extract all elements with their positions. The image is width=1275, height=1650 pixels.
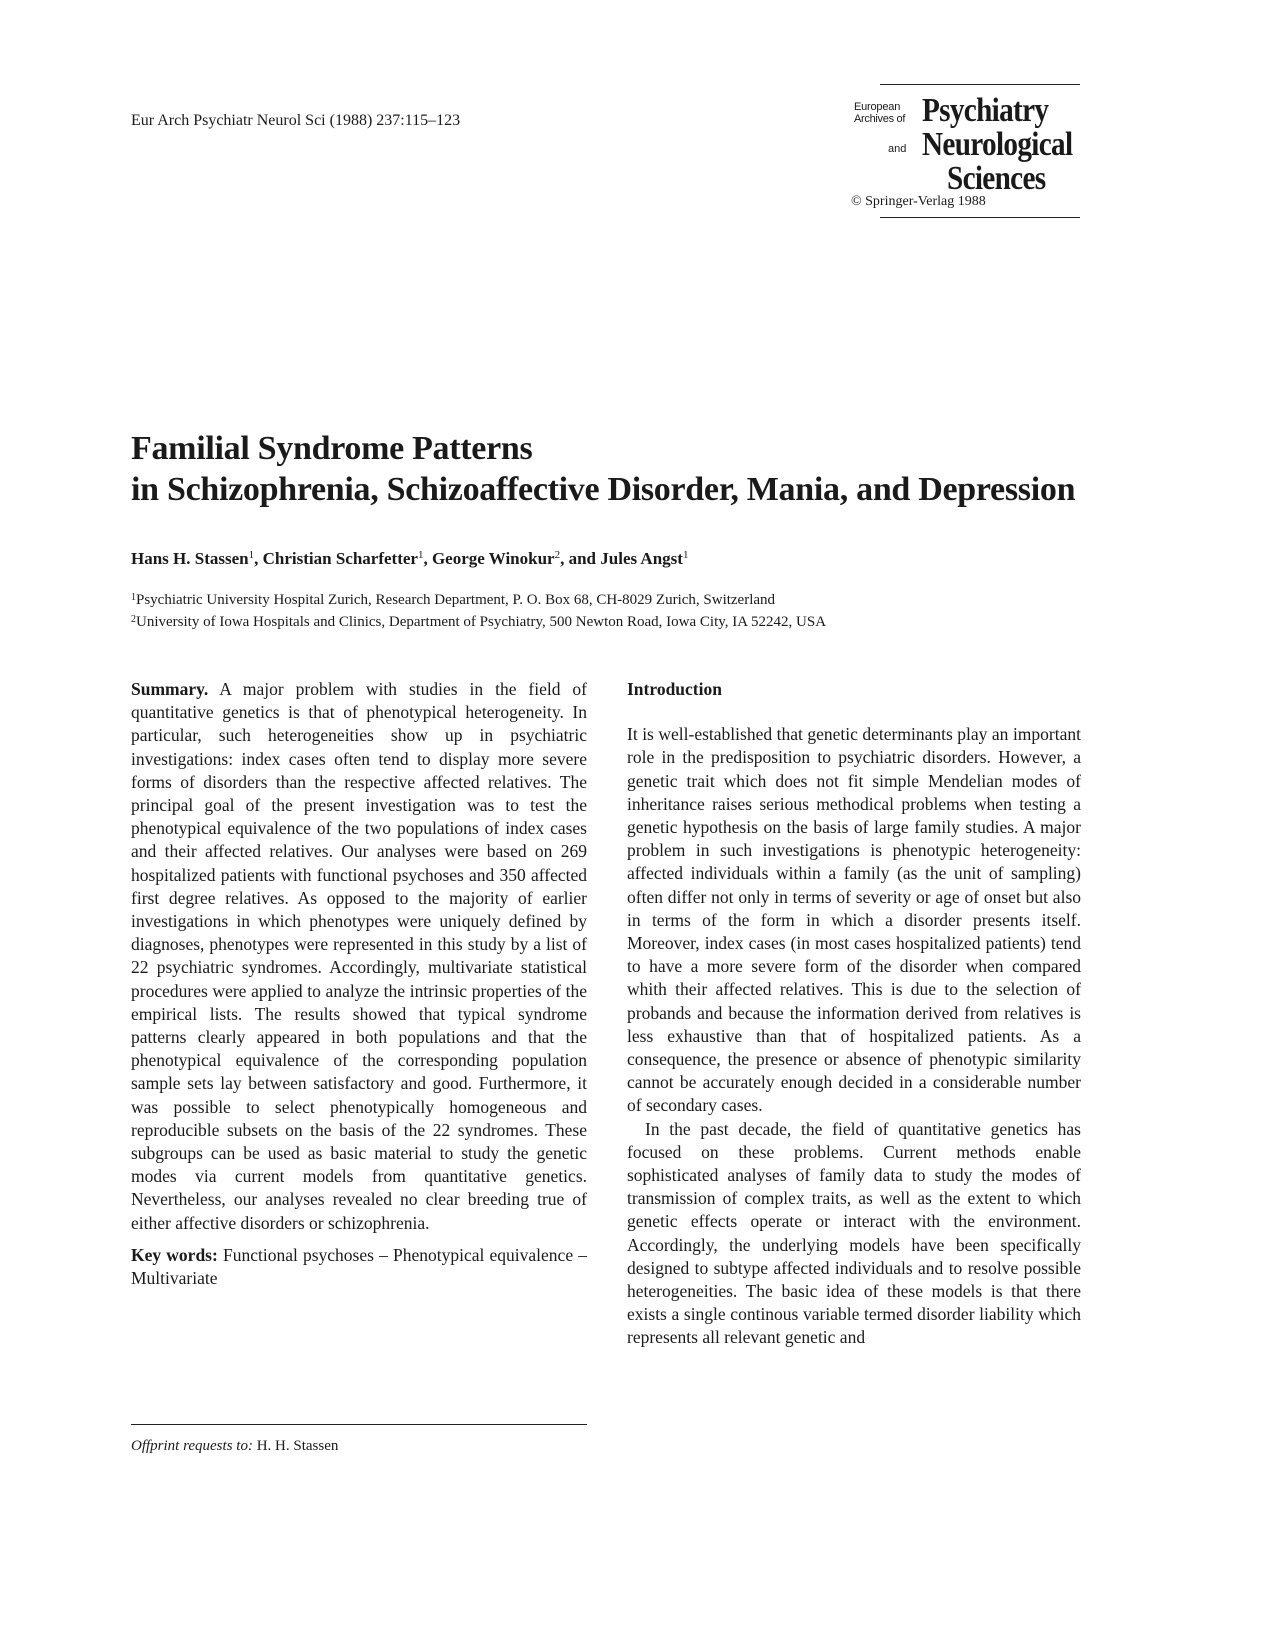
author-separator: , and bbox=[560, 549, 601, 568]
affiliations bbox=[131, 588, 826, 632]
author-affiliation-mark: 1 bbox=[248, 549, 255, 561]
paper-title-line-1: Familial Syndrome Patterns bbox=[131, 430, 533, 467]
paper-title-line-2: in Schizophrenia, Schizoaffective Disorder, Mania, and Depression bbox=[131, 471, 1076, 508]
footnote-divider bbox=[131, 1424, 587, 1425]
journal-citation: Eur Arch Psychiatr Neurol Sci (1988) 237:115–123 bbox=[131, 112, 461, 129]
journal-word-neurological: Neurological bbox=[922, 126, 1073, 163]
author-name: George Winokur bbox=[431, 549, 555, 568]
author-affiliation-mark: 2 bbox=[554, 549, 561, 561]
journal-word-european: European bbox=[854, 101, 901, 113]
affiliation-text: University of Iowa Hospitals and Clinics, Department of Psychiatry, 500 Newton Road, Iowa City, IA 52242, USA bbox=[136, 614, 827, 630]
offprint-text: H. H. Stassen bbox=[252, 1438, 339, 1454]
keywords-paragraph bbox=[131, 1244, 587, 1290]
author-affiliation-mark: 1 bbox=[682, 549, 689, 561]
author-name: Jules Angst bbox=[600, 549, 683, 568]
offprint-label: Offprint requests to: bbox=[131, 1438, 253, 1454]
paper-title bbox=[131, 428, 1131, 510]
journal-bottom-rule bbox=[880, 217, 1080, 218]
affiliation-mark: 1 bbox=[131, 592, 136, 603]
summary-label: Summary. bbox=[131, 679, 209, 699]
author-affiliation-mark: 1 bbox=[417, 549, 424, 561]
journal-word-sciences: Sciences bbox=[947, 160, 1046, 197]
affiliation-mark: 2 bbox=[131, 614, 136, 625]
author-list bbox=[131, 549, 688, 569]
affiliation-line bbox=[131, 588, 826, 610]
offprint-note bbox=[131, 1438, 338, 1455]
author-separator: , bbox=[254, 549, 263, 568]
summary-text: A major problem with studies in the field of quantitative genetics is that of phenotypical heterogeneity. In particular, such heterogeneities show up in psychiatric investigations: index cases often tend to display more severe forms of disorders than the respective affected relatives. The principal goal of the present investigation was to test the phenotypical equivalence of the two populations of index cases and their affected relatives. Our analyses were based on 269 hospitalized patients with functional psychoses and 350 affected first degree relatives. As opposed to the majority of earlier investigations in which phenotypes were uniquely defined by diagnoses, phenotypes were represented in this study by a list of 22 psychiatric syndromes. Accordingly, multivariate statistical procedures were applied to analyze the intrinsic properties of the empirical lists. The results showed that typical syndrome patterns clearly appeared in both populations and that the phenotypical equivalence of the corresponding population sample sets lay between satisfactory and good. Furthermore, it was possible to select phenotypically homogeneous and reproducible subsets on the basis of the 22 syndromes. These subgroups can be used as basic material to study the genetic modes via current models from quantitative genetics. Nevertheless, our analyses revealed no clear breeding true of either affective disorders or schizophrenia. bbox=[131, 679, 587, 1233]
author-name: Hans H. Stassen bbox=[131, 549, 249, 568]
keywords-text: Functional psychoses – Phenotypical equivalence – Multivariate bbox=[131, 1244, 587, 1289]
author-name: Christian Scharfetter bbox=[262, 549, 418, 568]
keywords-label: Key words: bbox=[131, 1244, 218, 1265]
introduction-paragraph-2: In the past decade, the field of quantitative genetics has focused on these problems. Current methods enable sophisticated analyses of family data to study the modes of transmission of complex traits, as well as the extent to which genetic effects operate or interact with the environment. Accordingly, the underlying models have been specifically designed to subtype affected individuals and to resolve possible heterogeneities. The basic idea of these models is that there exists a single continous variable termed disorder liability which represents all relevant genetic and bbox=[627, 1118, 1081, 1348]
introduction-heading: Introduction bbox=[627, 679, 722, 699]
journal-word-psychiatry: Psychiatry bbox=[922, 92, 1049, 129]
right-column bbox=[627, 678, 1081, 1350]
journal-word-archives-of: Archives of bbox=[854, 113, 906, 125]
journal-word-and: and bbox=[888, 143, 907, 155]
left-column bbox=[131, 678, 587, 1290]
summary-paragraph bbox=[131, 678, 587, 1235]
affiliation-text: Psychiatric University Hospital Zurich, Research Department, P. O. Box 68, CH-8029 Zurich, Switzerland bbox=[136, 592, 776, 608]
author-separator: , bbox=[423, 549, 432, 568]
affiliation-line bbox=[131, 610, 826, 632]
journal-copyright: © Springer-Verlag 1988 bbox=[851, 194, 986, 209]
introduction-paragraph-1: It is well-established that genetic determinants play an important role in the predisposition to psychiatric disorders. However, a genetic trait which does not fit simple Mendelian modes of inheritance raises serious methodical problems when testing a genetic hypothesis on the basis of large family studies. A major problem in such investigations is phenotypic heterogeneity: affected individuals within a family (as the unit of sampling) often differ not only in terms of severity or age of onset but also in terms of the form in which a disorder presents itself. Moreover, index cases (in most cases hospitalized patients) tend to have a more severe form of the disorder when compared whith their affected relatives. This is due to the selection of probands and because the information derived from relatives is less exhaustive than that of hospitalized patients. As a consequence, the presence or absence of phenotypic similarity cannot be accurately enough decided in a considerable number of secondary cases. bbox=[627, 724, 1081, 1116]
journal-top-rule bbox=[880, 84, 1080, 85]
